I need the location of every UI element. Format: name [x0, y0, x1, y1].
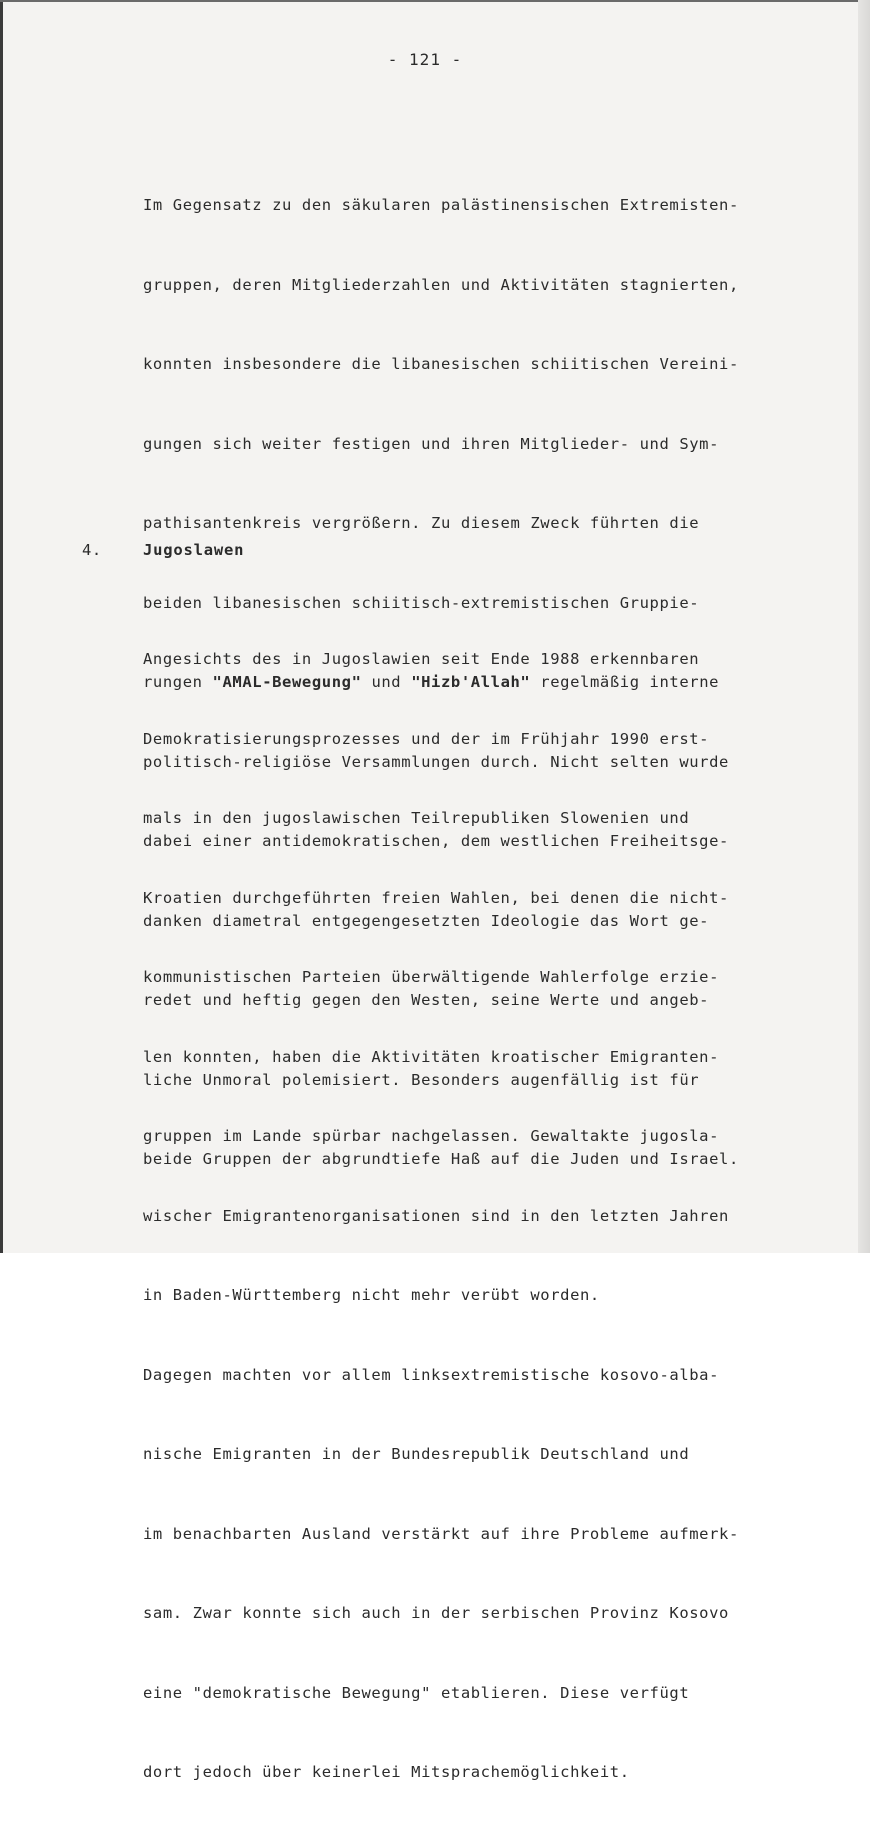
text-line: danken diametral entgegengesetzten Ideologie das Wort ge-	[143, 911, 710, 930]
text-line: eine "demokratische Bewegung" etablieren. Diese verfügt	[143, 1683, 690, 1702]
text-line: Im Gegensatz zu den säkularen palästinensischen Extremisten-	[143, 196, 739, 214]
text-line: pathisantenkreis vergrößern. Zu diesem Zweck führten die	[143, 514, 700, 532]
scan-edge-left	[0, 0, 3, 1253]
text-line: konnten insbesondere die libanesischen schiitischen Vereini-	[143, 355, 739, 373]
org-name-amal: "AMAL-Bewegung"	[212, 673, 362, 691]
text-line: nische Emigranten in der Bundesrepublik Deutschland und	[143, 1445, 690, 1463]
text-line: len konnten, haben die Aktivitäten kroatischer Emigranten-	[143, 1047, 720, 1066]
scan-edge-top	[0, 0, 870, 2]
text-line: kommunistischen Parteien überwältigende Wahlerfolge erzie-	[143, 968, 720, 986]
text-line: Demokratisierungsprozesses und der im Frühjahr 1990 erst-	[143, 729, 710, 748]
text-line: beiden libanesischen schiitisch-extremistischen Gruppie-	[143, 593, 700, 612]
paragraph-yugoslavs	[143, 593, 793, 1839]
org-name-hizballah: "Hizb'Allah"	[411, 673, 531, 691]
text-line: beide Gruppen der abgrundtiefe Haß auf die Juden und Israel.	[143, 1150, 739, 1168]
text-line: gungen sich weiter festigen und ihren Mitglieder- und Sym-	[143, 434, 720, 453]
text-line: gruppen im Lande spürbar nachgelassen. Gewaltakte jugosla-	[143, 1127, 720, 1145]
text-line: mals in den jugoslawischen Teilrepubliken Slowenien und	[143, 809, 690, 827]
scan-edge-right	[858, 0, 870, 1253]
text-line: in Baden-Württemberg nicht mehr verübt worden.	[143, 1286, 600, 1304]
text-line: gruppen, deren Mitgliederzahlen und Aktivitäten stagnierten,	[143, 275, 739, 294]
text-line: wischer Emigrantenorganisationen sind in den letzten Jahren	[143, 1206, 729, 1225]
text-line: im benachbarten Ausland verstärkt auf ihre Probleme aufmerk-	[143, 1524, 739, 1543]
text-line: dabei einer antidemokratischen, dem westlichen Freiheitsge-	[143, 832, 729, 850]
text-line: liche Unmoral polemisiert. Besonders augenfällig ist für	[143, 1070, 700, 1089]
section-number: 4.	[82, 541, 102, 559]
text-line: sam. Zwar konnte sich auch in der serbischen Provinz Kosovo	[143, 1604, 729, 1622]
section-title: Jugoslawen	[143, 541, 245, 559]
text-line: dort jedoch über keinerlei Mitsprachemöglichkeit.	[143, 1763, 630, 1781]
text-line: Kroatien durchgeführten freien Wahlen, bei denen die nicht-	[143, 888, 729, 907]
text-segment: rungen	[143, 673, 213, 691]
page-number: - 121 -	[387, 50, 463, 69]
text-segment: und	[361, 673, 412, 691]
text-line: politisch-religiöse Versammlungen durch. Nicht selten wurde	[143, 752, 729, 771]
text-segment: regelmäßig interne	[530, 673, 720, 691]
text-line: Dagegen machten vor allem linksextremistische kosovo-alba-	[143, 1365, 720, 1384]
text-line: Angesichts des in Jugoslawien seit Ende 1988 erkennbaren	[143, 650, 700, 668]
text-line: redet und heftig gegen den Westen, seine Werte und angeb-	[143, 991, 710, 1009]
